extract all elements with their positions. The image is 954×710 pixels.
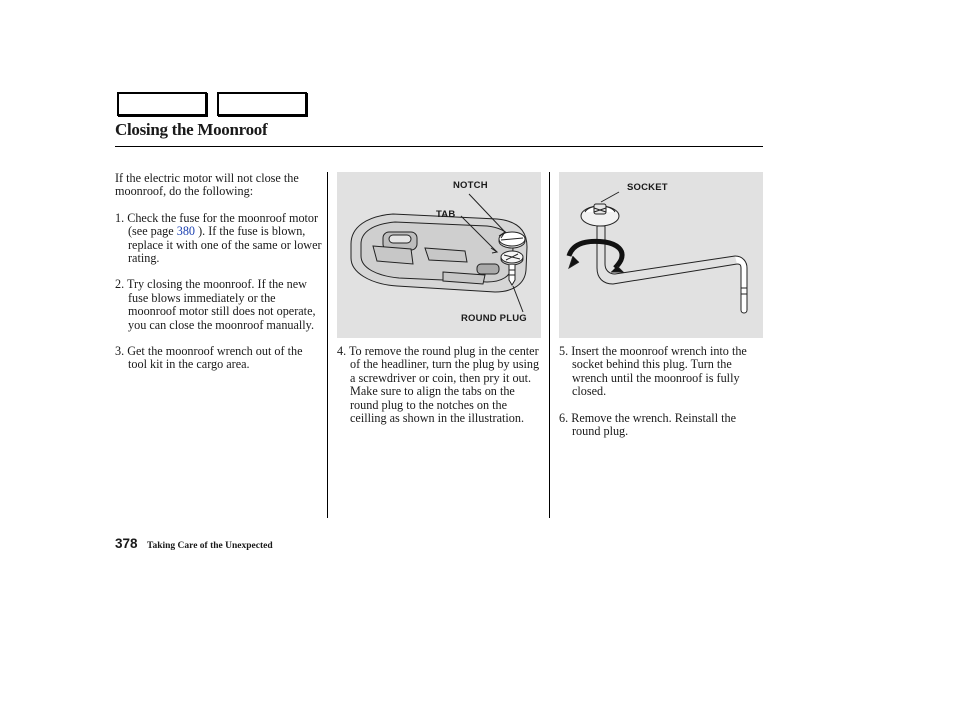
- column-3: [559, 345, 763, 451]
- page-number: 378: [115, 536, 138, 551]
- page-title: Closing the Moonroof: [115, 120, 268, 139]
- round-plug-label: ROUND PLUG: [461, 313, 527, 324]
- step-1-text-b: ). If the fuse is blown, replace it with one of the same or lower rating.: [128, 224, 322, 266]
- column-divider: [549, 172, 550, 518]
- socket-label: SOCKET: [627, 182, 668, 193]
- round-plug-illustration: [337, 172, 541, 338]
- wrench-illustration: [559, 172, 763, 338]
- nav-button-previous[interactable]: [117, 92, 207, 116]
- title-rule: [115, 146, 763, 147]
- wrench-drawing: [559, 172, 763, 338]
- step-1-text-a: 1. Check the fuse for the moonroof motor (see page: [115, 210, 319, 239]
- section-name: Taking Care of the Unexpected: [147, 541, 273, 551]
- intro-text: If the electric motor will not close the moonroof, do the following:: [115, 171, 299, 199]
- step-4: 4. To remove the round plug in the center of the headliner, turn the plug by using a screwdriver or coin, then pry it out. Make sure to align the tabs on the round plug to the notches on the ceilling as shown in the illustration.: [337, 344, 540, 426]
- column-1: [115, 172, 322, 385]
- step-2: 2. Try closing the moonroof. If the new fuse blows immediately or the moonroof motor still does not operate, you can close the moonroof manually.: [115, 277, 316, 332]
- step-6: 6. Remove the wrench. Reinstall the round plug.: [559, 410, 737, 439]
- column-divider: [327, 172, 328, 518]
- nav-button-next[interactable]: [217, 92, 307, 116]
- page-380-link[interactable]: 380: [176, 224, 196, 239]
- step-1: [115, 212, 322, 266]
- step-3: 3. Get the moonroof wrench out of the tool kit in the cargo area.: [115, 344, 303, 372]
- notch-label: NOTCH: [453, 180, 488, 191]
- tab-label: TAB: [436, 209, 456, 220]
- column-2: [337, 345, 543, 438]
- step-5: 5. Insert the moonroof wrench into the socket behind this plug. Turn the wrench until the moonroof is fully closed.: [559, 344, 747, 399]
